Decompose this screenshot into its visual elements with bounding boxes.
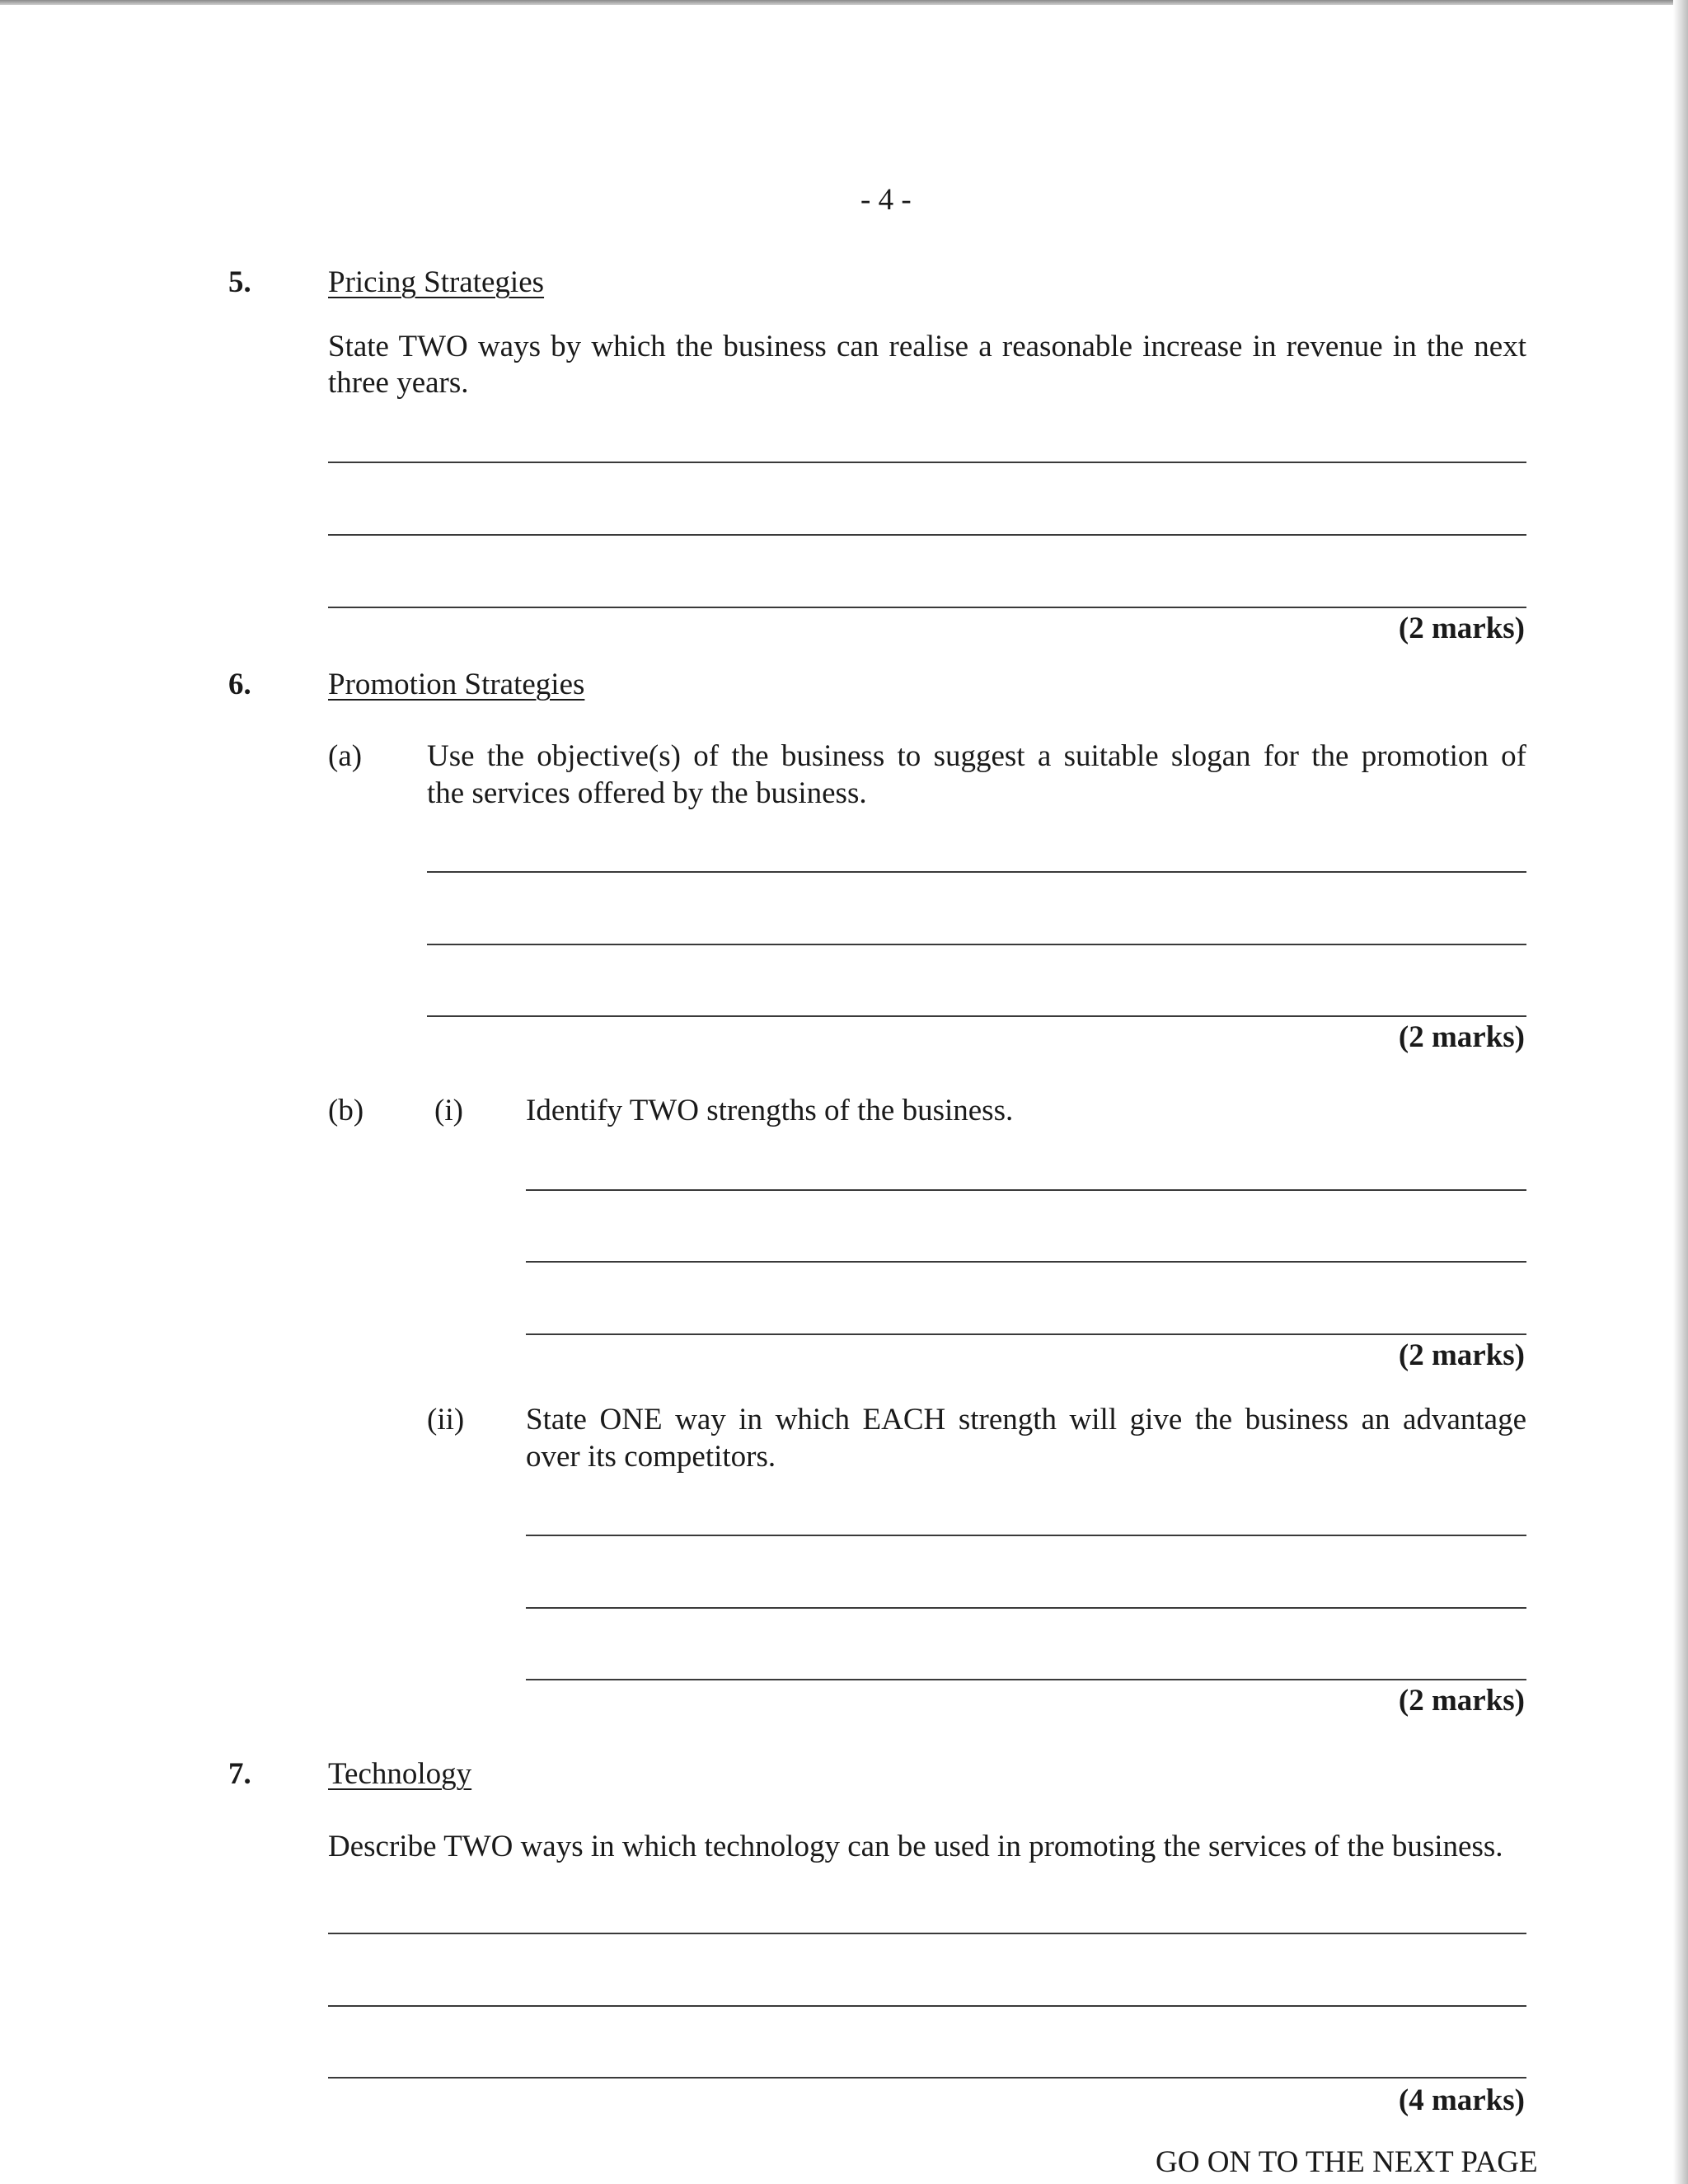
question-7-text: Describe TWO ways in which technology can be used in promoting the services of the business. (328, 1830, 1503, 1863)
question-6-number: 6. (228, 668, 251, 701)
question-6a-text-line1: Use the objective(s) of the business to suggest a suitable slogan for the promotion of (427, 739, 1526, 773)
question-6bii-text-line1: State ONE way in which EACH strength will give the business an advantage (526, 1403, 1526, 1436)
answer-line[interactable] (328, 1933, 1526, 1934)
question-5-text-line1: State TWO ways by which the business can realise a reasonable increase in revenue in the next (328, 330, 1526, 363)
answer-line[interactable] (328, 534, 1526, 536)
question-6b-label: (b) (328, 1094, 364, 1127)
question-6bi-marks: (2 marks) (1398, 1338, 1525, 1372)
answer-line[interactable] (328, 462, 1526, 463)
answer-line[interactable] (526, 1189, 1526, 1191)
answer-line[interactable] (328, 2077, 1526, 2079)
answer-line[interactable] (328, 2005, 1526, 2007)
answer-line[interactable] (427, 1015, 1526, 1017)
question-6a-text-line2: the services offered by the business. (427, 776, 867, 810)
question-7-heading: Technology (328, 1757, 472, 1791)
answer-line[interactable] (526, 1261, 1526, 1263)
question-6a-label: (a) (328, 739, 363, 773)
question-5-heading: Pricing Strategies (328, 265, 545, 299)
question-7-number: 7. (228, 1757, 251, 1791)
question-6-heading: Promotion Strategies (328, 668, 585, 701)
question-5-marks: (2 marks) (1398, 612, 1525, 645)
answer-line[interactable] (427, 871, 1526, 873)
question-7-marks: (4 marks) (1398, 2083, 1525, 2117)
answer-line[interactable] (526, 1607, 1526, 1609)
answer-line[interactable] (526, 1333, 1526, 1335)
answer-line[interactable] (526, 1679, 1526, 1680)
question-6bi-label: (i) (434, 1094, 463, 1127)
scan-edge-right (1673, 0, 1688, 2184)
page-number: - 4 - (860, 183, 912, 217)
question-6bi-text: Identify TWO strengths of the business. (526, 1094, 1014, 1127)
question-5-text-line2: three years. (328, 366, 469, 400)
question-6bii-label: (ii) (427, 1403, 465, 1436)
question-6a-marks: (2 marks) (1398, 1020, 1525, 1054)
scan-edge-top (0, 0, 1688, 5)
footer-next-page: GO ON TO THE NEXT PAGE (1156, 2145, 1538, 2179)
question-6bii-text-line2: over its competitors. (526, 1440, 776, 1474)
answer-line[interactable] (526, 1535, 1526, 1536)
answer-line[interactable] (328, 607, 1526, 608)
answer-line[interactable] (427, 944, 1526, 945)
question-5-number: 5. (228, 265, 251, 299)
question-6bii-marks: (2 marks) (1398, 1684, 1525, 1718)
